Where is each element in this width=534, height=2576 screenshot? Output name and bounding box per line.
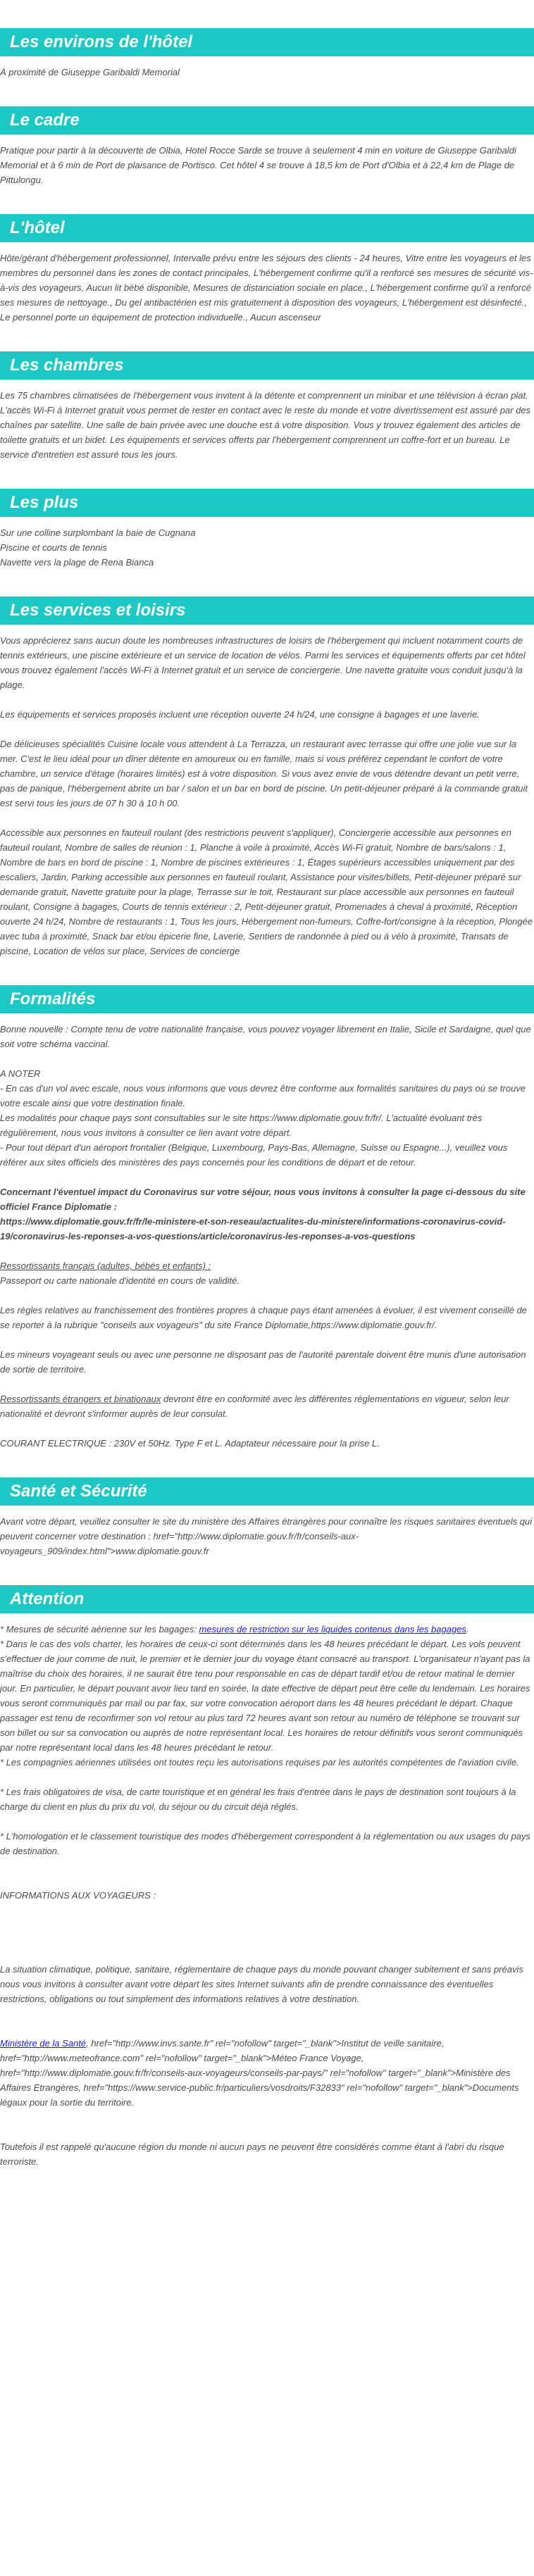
charter-text: * Dans le cas des vols charter, les horaires de ceux-ci sont déterminés dans les 48 heures précédant le départ. Les vols peuvent s'effectuer de jour comme de nuit, le premier et le dernier jour du voyage étant consacré au transport. L'organisateur n'ayant pas la maîtrise du choix des horaires, il ne saurait être tenu pour responsable en cas de départ tardif et/ou de retour matinal le dernier jour. En particulier, le départ pouvant avoir lieu tard en soirée, la date effective de départ peut être celle du lendemain. Les horaires vous seront communiqués par mail ou par fax, sur votre convocation aéroport dans les 48 heures précédant le départ. Chaque passager est tenu de reconfirmer son vol retour au plus tard 72 heures avant son retour au numéro de téléphone se trouvant sur son billet ou sur sa convocation ou auprès de notre représentant local. Les horaires de retour définitifs vous seront communiqués par notre représentant local dans les 48 heures précédant le retour. [0, 1639, 530, 1753]
environs-text: À proximité de Giuseppe Garibaldi Memorial [0, 67, 180, 77]
section-title-sante: Santé et Sécurité [0, 1477, 534, 1506]
loisirs-paragraph: Les équipements et services proposés incluent une réception ouverte 24 h/24, une consigne à bagages et une laverie. [0, 709, 480, 720]
section-title-environs: Les environs de l'hôtel [0, 28, 534, 56]
cadre-text: Pratique pour partir à la découverte de Olbia, Hotel Rocce Sarde se trouve à seulement 4 min en voiture de Giuseppe Garibaldi Memorial et à 6 min de Port de plaisance de Portisco. Cet hôtel 4 se trouve à 18,5 km de Port d'Olbia et à 22,4 km de Plage de Pittulongu. [0, 145, 516, 185]
final-text: Toutefois il est rappelé qu'aucune région du monde ni aucun pays ne peuvent être considérés comme étant à l'abri du risque terroriste. [0, 2142, 504, 2167]
loisirs-paragraph: Vous apprécierez sans aucun doute les nombreuses infrastructures de loisirs de l'hébergement qui incluent notamment courts de tennis extérieurs, une piscine extérieure et un service de location de vélos. Parmi les services et équipements offerts par cet hôtel vous trouvez également l'accès Wi-Fi à Internet gratuit et un service de conciergerie. Une navette gratuite vous conduit jusqu'à la plage. [0, 635, 526, 690]
covid-title: Concernant l'éventuel impact du Coronavirus sur votre séjour, nous vous invitons à consulter la page ci-dessous du site officiel France Diplomatie : [0, 1187, 526, 1212]
section-sante [0, 1477, 534, 1585]
section-hotel [0, 214, 534, 351]
section-environs [0, 28, 534, 106]
ressortissants-title: Ressortissants français (adultes, bébés et enfants) : [0, 1261, 211, 1271]
info-title: INFORMATIONS AUX VOYAGEURS : [0, 1890, 156, 1901]
situation-line: La situation climatique, politique, sanitaire, réglementaire de chaque pays du monde pouvant changer subitement et sans préavis [0, 1964, 523, 1975]
formalites-intro: Bonne nouvelle : Compte tenu de votre nationalité française, vous pouvez voyager librement en Italie, Sicile et Sardaigne, quel que soit votre schéma vaccinal. [0, 1024, 531, 1049]
section-title-chambres: Les chambres [0, 351, 534, 380]
ministere-sante-link[interactable]: Ministère de la Santé [0, 2038, 87, 2049]
section-title-loisirs: Les services et loisirs [0, 596, 534, 625]
section-attention [0, 1585, 534, 2169]
etrangers-rest: devront être en conformité avec les différentes réglementations en vigueur, selon leur nationalité et devront s'informer auprès de leur consulat. [0, 1394, 509, 1419]
compagnies-text: * Les compagnies aériennes utilisées ont toutes reçu les autorisations requises par les autorités compétentes de l'aviation civile. [0, 1757, 519, 1768]
bag-security [0, 1622, 534, 1637]
ressortissants-text: Passeport ou carte nationale d'identité en cours de validité. [0, 1275, 240, 1286]
section-cadre [0, 106, 534, 214]
bag-prefix: * Mesures de sécurité aérienne sur les bagages: [0, 1624, 199, 1634]
useful-links-rest: , href="http://www.invs.sante.fr" rel="nofollow" target="_blank">Institut de veille sanitaire, href="http://www.meteofrance.com" rel="nofollow" target="_blank">Méteo France Voyage, href="http://www.diplomatie.gouv.fr/fr/conseils-aux-voyageurs/conseils-par-pays/" rel="nofollow" target="_blank">Ministère des Affaires Etrangères, href="https://www.service-public.fr/particuliers/vosdroits/F32833" rel="nofollow" target="_blank">Documents légaux pour la sortie du territoire. [0, 2038, 519, 2108]
section-formalites [0, 985, 534, 1477]
section-title-plus: Les plus [0, 489, 534, 517]
situation-line: nous vous invitons à consulter avant votre départ les sites Internet suivants afin de prendre connaissance des éventuelles restrictions, obligations ou tout simplement des informations relatives à votre destination. [0, 1979, 494, 2004]
courant-text: COURANT ELECTRIQUE : 230V et 50Hz. Type F et L. Adaptateur nécessaire pour la prise L. [0, 1438, 380, 1449]
section-title-attention: Attention [0, 1585, 534, 1613]
liquid-restriction-link[interactable]: mesures de restriction sur les liquides contenus dans les bagages [199, 1624, 466, 1634]
plus-line: Sur une colline surplombant la baie de Cugnana [0, 527, 196, 538]
mineurs-text: Les mineurs voyageant seuls ou avec une personne ne disposant pas de l'autorité parentale doivent être munis d'une autorisation de sortie de territoire. [0, 1349, 526, 1375]
homologation-text: * L'homologation et le classement touristique des modes d'hébergement correspondent à la réglementation ou aux usages du pays de destination. [0, 1831, 530, 1856]
anoter-line: - Pour tout départ d'un aéroport frontalier (Belgique, Luxembourg, Pays-Bas, Allemagne, Suisse ou Espagne...), veuillez vous référer aux sites officiels des ministères des pays concernés pour les conditions de départ et de retour. [0, 1142, 508, 1168]
section-plus [0, 489, 534, 596]
anoter-title: A NOTER [0, 1068, 41, 1079]
hotel-text: Hôte/gérant d'hébergement professionnel, Intervalle prévu entre les séjours des clients - 24 heures, Vitre entre les voyageurs et les membres du personnel dans les zones de contact principales, L'hébergement confirme qu'il a renforcé ses mesures de sécurité vis-à-vis des voyageurs, Aucun lit bébé disponible, Mesures de distanciation sociale en place., L'hébergement confirme qu'il a renforcé ses mesures de nettoyage., Du gel antibactérien est mis gratuitement à disposition des voyageurs, L'hébergement est désinfecté., Le personnel porte un équipement de protection individuelle., Aucun ascenseur [0, 253, 533, 323]
plus-line: Navette vers la plage de Rena Bianca [0, 557, 154, 568]
section-chambres [0, 351, 534, 489]
frais-text: * Les frais obligatoires de visa, de carte touristique et en général les frais d'entrée dans le pays de destination sont toujours à la charge du client en plus du prix du vol, du séjour ou du circuit déjà réglés. [0, 1787, 516, 1812]
anoter-line: Les modalités pour chaque pays sont consultables sur le site https://www.diplomatie.gouv.fr/fr/. L'actualité évoluant très régulièrement, nous vous invitons à consulter ce lien avant votre départ. [0, 1113, 483, 1138]
sante-text: Avant votre départ, veuillez consulter le site du ministère des Affaires étrangères pour connaître les risques sanitaires éventuels qui peuvent concerner votre destination : href="http://www.diplomatie.gouv.fr/fr/conseils-aux-voyageurs_909/index.html">www.diplomatie.gouv.fr [0, 1516, 533, 1556]
loisirs-paragraph: Accessible aux personnes en fauteuil roulant (des restrictions peuvent s'appliquer), Conciergerie accessible aux personnes en fauteuil roulant, Nombre de salles de réunion : 1, Planche à voile à proximité, Accès Wi-Fi gratuit, Nombre de bars/salons : 1, Nombre de bars en bord de piscine : 1, Nombre de piscines extérieures : 1, Étages supérieurs accessibles uniquement par des escaliers, Jardin, Parking accessible aux personnes en fauteuil roulant, Assistance pour visites/billets, Petit-déjeuner préparé sur demande gratuit, Navette gratuite pour la plage, Terrasse sur le toit, Restaurant sur place accessible aux personnes en fauteuil roulant, Consigne à bagages, Courts de tennis extérieur : 2, Petit-déjeuner gratuit, Promenades à cheval à proximité, Réception ouverte 24 h/24, Nombre de restaurants : 1, Tous les jours, Hébergement non-fumeurs, Coffre-fort/consigne à la réception, Plongée avec tuba à proximité, Snack bar et/ou épicerie fine, Laverie, Sentiers de randonnée à pied ou à vélo à proximité, Transats de piscine, Location de vélos sur place, Services de concierge [0, 827, 533, 956]
useful-links [0, 2036, 534, 2110]
chambres-text: Les 75 chambres climatisées de l'hébergement vous invitent à la détente et comprennent un minibar et une télévision à écran plat. L'accès Wi-Fi à Internet gratuit vous permet de rester en contact avec le reste du monde et votre divertissement est assuré par des chaînes par satellite. Une salle de bain privée avec une douche est à votre disposition. Vous y trouvez également des articles de toilette gratuits et un bidet. Les équipements et services offerts par l'hébergement comprennent un coffre-fort et un bureau. Le service d'entretien est assuré tous les jours. [0, 390, 531, 460]
regles-text: Les règles relatives au franchissement des frontières propres à chaque pays étant amenées à évoluer, il est vivement conseillé de se reporter à la rubrique "conseils aux voyageurs" du site France Diplomatie,https://www.diplomatie.gouv.fr/. [0, 1305, 527, 1330]
bag-suffix: . [466, 1624, 469, 1634]
anoter-line: - En cas d'un vol avec escale, nous vous informons que vous devrez être conforme aux formalités sanitaires du pays où se trouve votre escale ainsi que votre destination finale. [0, 1083, 526, 1108]
etrangers-text [0, 1392, 534, 1421]
loisirs-paragraph: De délicieuses spécialités Cuisine locale vous attendent à La Terrazza, un restaurant avec terrasse qui offre une jolie vue sur la mer. C'est le lieu idéal pour un dîner détente en amoureux ou en famille, mais si vous préférez cependant le confort de votre chambre, un service d'étage (horaires limités) est à votre disposition. Si vous avez envie de vous détendre devant un petit verre, pas de panique, l'hébergement abrite un bar / salon et un bar en bord de piscine. Un petit-déjeuner préparé à la commande gratuit est servi tous les jours de 07 h 30 à 10 h 00. [0, 739, 528, 808]
section-title-formalites: Formalités [0, 985, 534, 1013]
etrangers-underlined: Ressortissants étrangers et binationaux [0, 1394, 161, 1404]
section-loisirs [0, 596, 534, 985]
covid-link: https://www.diplomatie.gouv.fr/fr/le-ministere-et-son-reseau/actualites-du-ministere/informations-coronavirus-covid-19/coronavirus-les-reponses-a-vos-questions/article/coronavirus-les-reponses-a-vos-questions [0, 1216, 506, 1242]
plus-line: Piscine et courts de tennis [0, 542, 107, 553]
section-title-cadre: Le cadre [0, 106, 534, 135]
section-title-hotel: L'hôtel [0, 214, 534, 242]
